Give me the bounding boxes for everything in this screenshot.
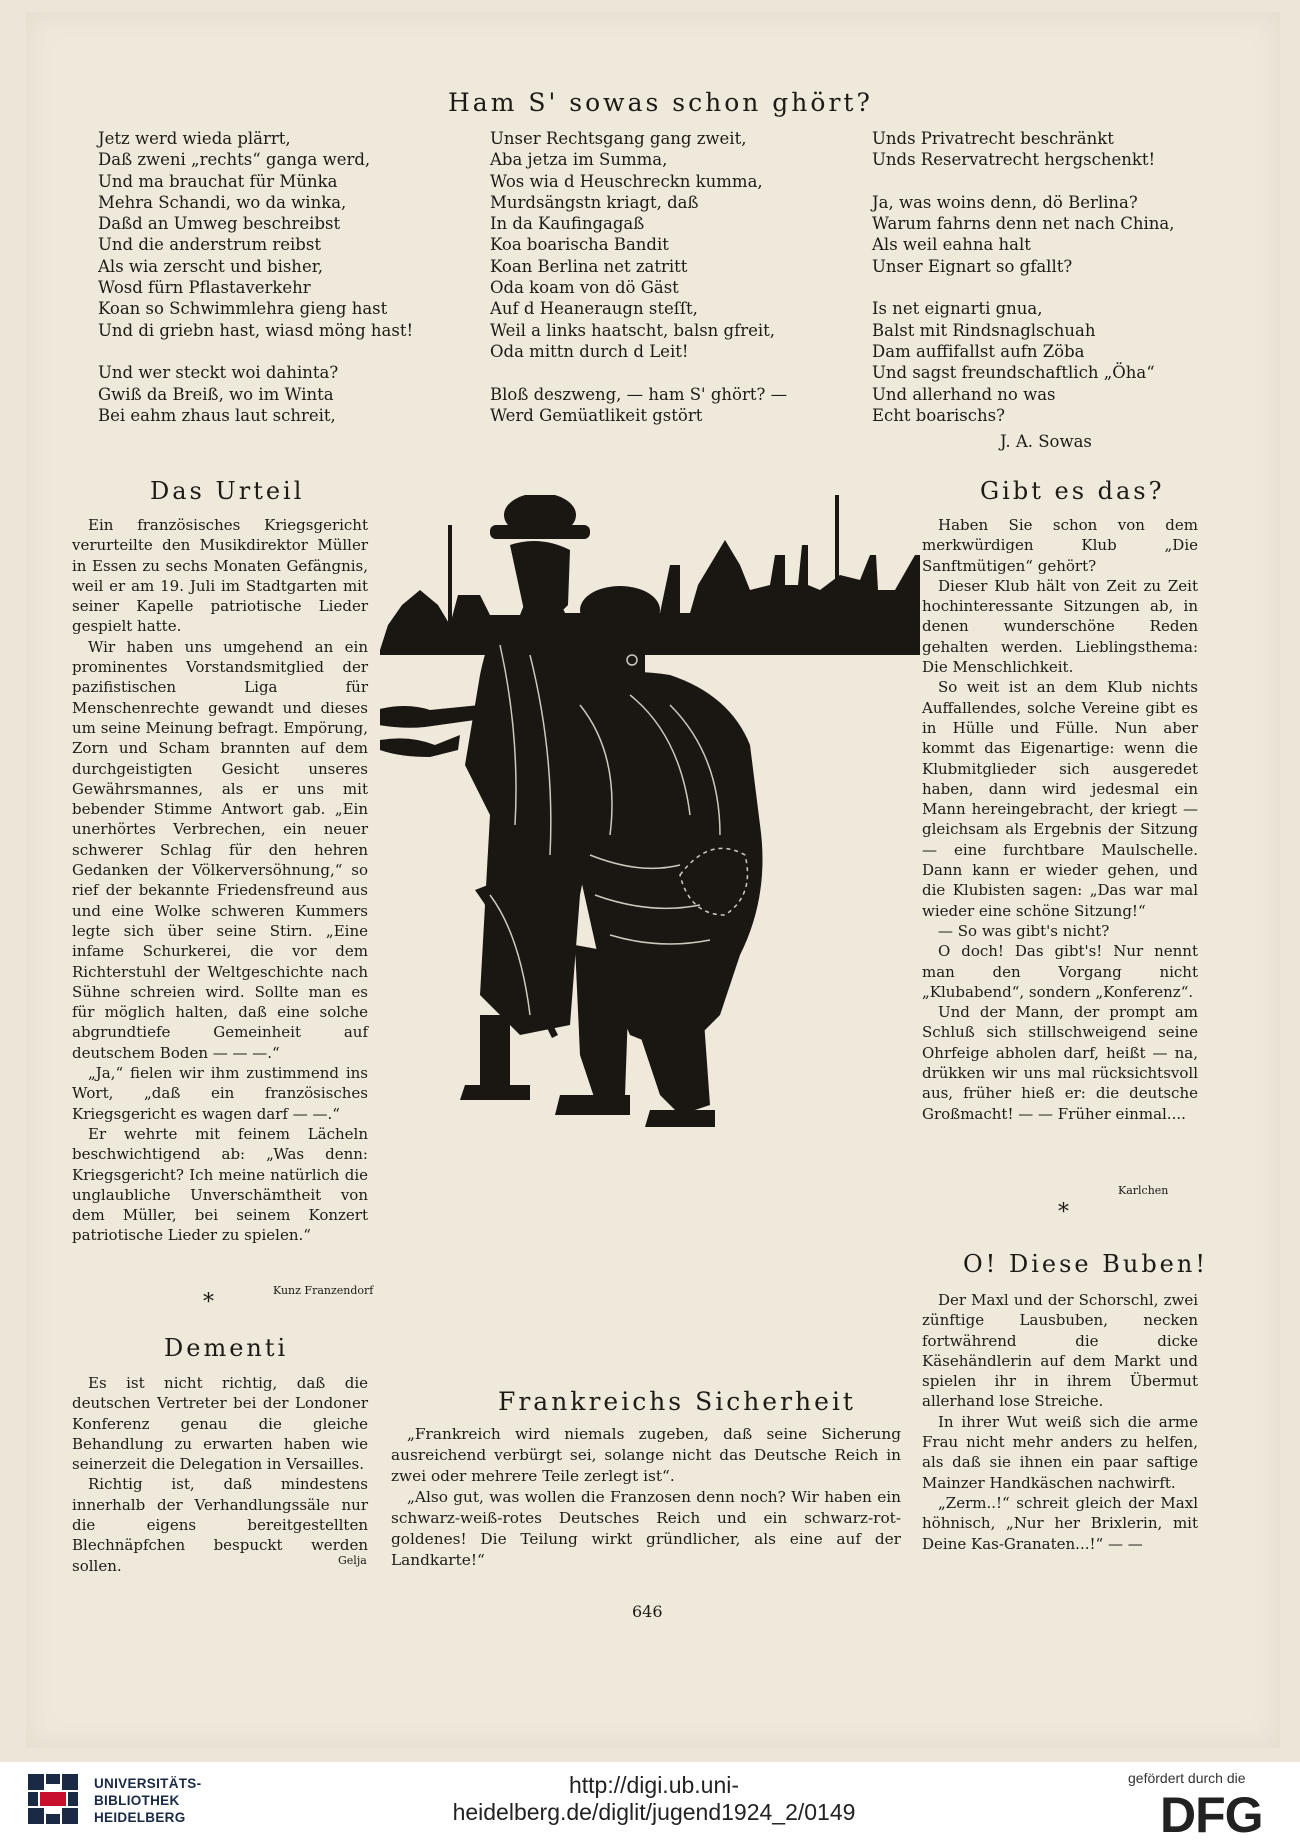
paragraph: „Zerm..!“ schreit gleich der Maxl höhnisch, „Nur her Brixlerin, mit Deine Kas-Granaten...!“ — — xyxy=(922,1493,1198,1553)
paragraph: Dieser Klub hält von Zeit zu Zeit hochinteressante Sitzungen ab, in denen wunderschöne Reden gehalten werden. Lieblingsthema: Die Menschlichkeit. xyxy=(922,576,1198,677)
paragraph: Wir haben uns umgehend an ein prominentes Vorstandsmitglied der pazifistischen Liga für Menschenrechte gewandt und dieses um seine Meinung befragt. Empörung, Zorn und Scham brannten auf dem durchgeistigten Gesicht unseres Gewährsmannes, als er uns mit bebender Stimme Antwort gab. „Ein unerhörtes Verbrechen, ein neuer schwerer Schlag für den hehren Gedanken der Völkerversöhnung,“ so rief der bekannte Friedensfreund aus und eine Wolke schweren Kummers legte sich über seine Stirn. „Eine infame Schurkerei, die vor dem Richterstuhl der Weltgeschichte nach Sühne schreien wird. Sollte man es für möglich halten, daß eine solche abgrundtiefe Gemeinheit auf deutschem Boden — — —.“ xyxy=(72,637,368,1062)
urteil-text xyxy=(72,515,368,1246)
university-name xyxy=(94,1775,201,1826)
poem-column-3: Unds Privatrecht beschränkt Unds Reservatrecht hergschenkt! Ja, was woins denn, dö Berlina? Warum fahrns denn net nach China, Als weil eahna halt Unser Eignart so gfallt? Is net eignarti gnua, Balst mit Rindsnaglschuah Dam auffifallst aufn Zöba Und sagst freundschaftlich „Öha“ Und allerhand no was Echt boarischs? xyxy=(872,129,1175,425)
paragraph: Er wehrte mit feinem Lächeln beschwichtigend ab: „Was denn: Kriegsgericht? Ich meine natürlich die unglaubliche Unverschämtheit von dem Müller, bei seinem Konzert patriotische Lieder zu spielen.“ xyxy=(72,1124,368,1245)
university-line: BIBLIOTHEK xyxy=(94,1793,180,1808)
poem-column-2: Unser Rechtsgang gang zweit, Aba jetza im Summa, Wos wia d Heuschreckn kumma, Murdsängstn kriagt, daß In da Kaufingagaß Koa boarischa Bandit Koan Berlina net zatritt Oda koam von dö Gäst Auf d Heaneraugn steſſt, Weil a links haatscht, balsn gfreit, Oda mittn durch d Leit! Bloß deszweng, — ham S' ghört? — Werd Gemüatlikeit gstört xyxy=(490,129,788,425)
dementi-signature: Gelja xyxy=(338,1554,367,1567)
separator-star: * xyxy=(203,1290,214,1315)
sicherheit-text xyxy=(391,1424,901,1571)
paragraph: „Ja,“ fielen wir ihm zustimmend ins Wort, „daß ein französisches Kriegsgericht es wagen darf — —.“ xyxy=(72,1064,368,1123)
sicherheit-title: Frankreichs Sicherheit xyxy=(498,1387,856,1416)
gibt-es-das-title: Gibt es das? xyxy=(980,477,1165,505)
buben-title: O! Diese Buben! xyxy=(963,1250,1208,1278)
paragraph: „Frankreich wird niemals zugeben, daß seine Sicherung ausreichend verbürgt sei, solange nicht das Deutsche Reich in zwei oder mehrere Teile zerlegt ist“. xyxy=(391,1425,901,1485)
paragraph: „Also gut, was wollen die Franzosen denn noch? Wir haben ein schwarz-weiß-rotes Deutsches Reich und ein schwarz-rot-goldenes! Die Teilung wirkt gründlicher, als eine auf der Landkarte!“ xyxy=(391,1488,901,1569)
paragraph: Es ist nicht richtig, daß die deutschen Vertreter bei der Londoner Konferenz genau die gleiche Behandlung zu erwarten haben wie seinerzeit die Delegation in Versailles. xyxy=(72,1374,368,1474)
university-logo-icon xyxy=(26,1772,80,1826)
paragraph: Ein französisches Kriegsgericht verurteilte den Musikdirektor Müller in Essen zu sechs Monaten Gefängnis, weil er am 19. Juli im Stadtgarten mit seiner Kapelle patriotische Lieder gespielt hatte. xyxy=(72,516,368,636)
paragraph: So weit ist an dem Klub nichts Auffallendes, solche Vereine gibt es in Hülle und Fülle. Nun aber kommt das Eigenartige: wenn die Klubmitglieder sich ausgeredet haben, dann wird jedesmal ein Mann hereingebracht, der kriegt — gleichsam als Ergebnis der Sitzung — eine furchtbare Maulschelle. Dann kann er wieder gehen, und die Klubisten sagen: „Das war mal wieder eine schöne Sitzung!“ xyxy=(922,678,1198,920)
source-url-link[interactable]: http://digi.ub.uni-heidelberg.de/diglit/jugend1924_2/0149 xyxy=(452,1772,856,1825)
page-title: Ham S' sowas schon ghört? xyxy=(448,88,873,117)
paragraph: In ihrer Wut weiß sich die arme Frau nicht mehr anders zu helfen, als daß sie ihnen ein paar saftige Mainzer Handkäschen nachwirft. xyxy=(922,1412,1198,1492)
paragraph: Haben Sie schon von dem merkwürdigen Klub „Die Sanftmütigen“ gehört? xyxy=(922,516,1198,575)
poem-column-1: Jetz werd wieda plärrt, Daß zweni „rechts“ ganga werd, Und ma brauchat für Münka Mehra Schandi, wo da winka, Daßd an Umweg beschreibst Und die anderstrum reibst Als wia zerscht und bisher, Wosd fürn Pflastaverkehr Koan so Schwimmlehra gieng hast Und di griebn hast, wiasd möng hast! Und wer steckt woi dahinta? Gwiß da Breiß, wo im Winta Bei eahm zhaus laut schreit, xyxy=(98,129,414,425)
dfg-logo: DFG xyxy=(1160,1787,1263,1843)
urteil-title: Das Urteil xyxy=(150,477,305,505)
gibt-es-das-signature: Karlchen xyxy=(1118,1184,1169,1197)
university-line: UNIVERSITÄTS- xyxy=(94,1776,202,1791)
illustration-woodcut xyxy=(380,495,920,1235)
funded-by-note: gefördert durch die xyxy=(1128,1770,1246,1786)
paragraph: O doch! Das gibt's! Nur nennt man den Vorgang nicht „Klubabend“, sondern „Konferenz“. xyxy=(922,942,1198,1001)
paragraph: Und der Mann, der prompt am Schluß sich stillschweigend seine Ohrfeige abholen darf, heißt — na, drükken wir uns mal rücksichtsvoll aus, früher hieß er: die deutsche Großmacht! — — Früher einmal.... xyxy=(922,1003,1198,1123)
dementi-title: Dementi xyxy=(164,1334,289,1362)
paragraph: Der Maxl und der Schorschl, zwei zünftige Lausbuben, necken fortwährend die dicke Käsehändlerin auf dem Markt und spielen ihr in ihrem Übermut allerhand lose Streiche. xyxy=(922,1291,1198,1411)
urteil-signature: Kunz Franzendorf xyxy=(273,1284,374,1297)
paragraph: Richtig ist, daß mindestens innerhalb der Verhandlungssäle nur die eigens bereitgestellten Blechnäpfchen bespuckt werden sollen. xyxy=(72,1475,368,1575)
page-number: 646 xyxy=(632,1602,663,1621)
paragraph: — So was gibt's nicht? xyxy=(938,921,1110,940)
buben-text xyxy=(922,1290,1198,1554)
dementi-text xyxy=(72,1373,368,1576)
university-line: HEIDELBERG xyxy=(94,1810,186,1825)
gibt-es-das-text xyxy=(922,515,1198,1124)
separator-star: * xyxy=(1058,1200,1069,1225)
poem-signature: J. A. Sowas xyxy=(1000,432,1092,451)
